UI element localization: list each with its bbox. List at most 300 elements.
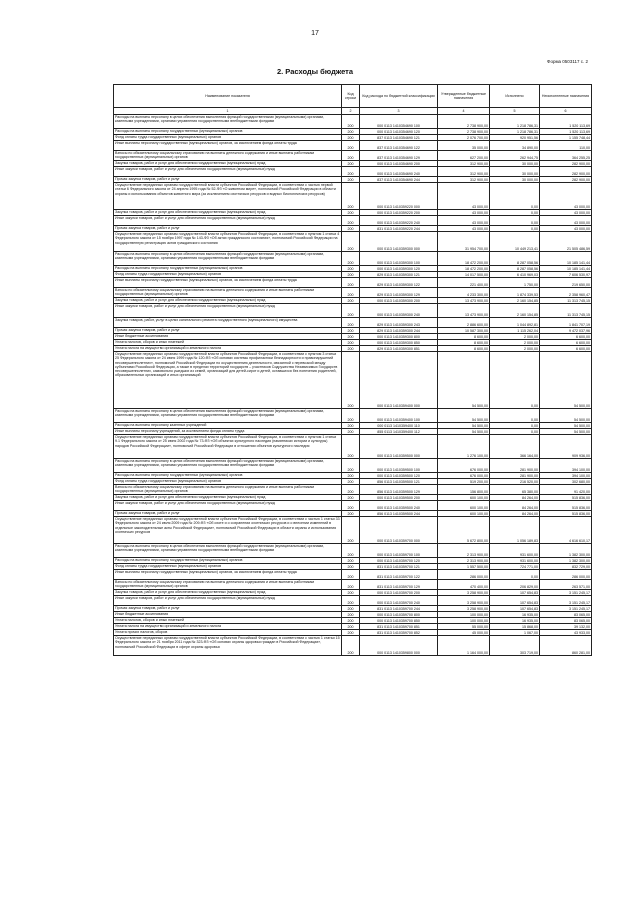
row-unexecuted: 1 155 748,44 — [540, 135, 592, 141]
row-classification-code: 000 0113 1410359400 110 — [360, 423, 438, 429]
row-approved: 43 000,00 — [438, 210, 490, 216]
row-line-code: 200 — [342, 479, 360, 485]
table-row — [114, 409, 592, 423]
row-name: Фонд оплаты труда государственных (муниципальных) органов — [114, 135, 342, 141]
row-approved: 156 800,00 — [438, 485, 490, 495]
row-unexecuted: 43 000,00 — [540, 183, 592, 210]
row-unexecuted: 10 185 141,44 — [540, 252, 592, 266]
row-executed: 262 944,75 — [490, 151, 540, 161]
table-row — [114, 318, 592, 328]
col-number: 6 — [540, 108, 592, 115]
row-name: Иные закупки товаров, работ и услуг для обеспечения государственных (муниципальных) нужд — [114, 304, 342, 318]
row-name: Осуществление переданных органам государственной власти субъектов Российской Федерации, в соответствии с частью 1 статьи 15 Федерального закона от 21 ноября 2011 года № 323-ФЗ «Об основах охраны здоровья граждан в Российской Федерации», полномочий Российской Федерации в сфере охраны здоровья — [114, 636, 342, 656]
row-classification-code: 856 0113 1410359500 121 — [360, 479, 438, 485]
row-approved: 3 258 900,00 — [438, 596, 490, 606]
row-name: Расходы на выплаты персоналу в целях обеспечения выполнения функций государственными (муниципальными) органами, казенными учреждениями, органами управления государственными внебюджетными фондами — [114, 115, 342, 129]
row-unexecuted: 282 900,00 — [540, 177, 592, 183]
row-approved: 600 100,00 — [438, 501, 490, 511]
row-name: Иные выплаты персоналу государственных (муниципальных) органов, за исключением фонда оплаты труда — [114, 141, 342, 151]
row-approved: 10 587 300,00 — [438, 328, 490, 334]
row-executed: 2 000,00 — [490, 340, 540, 346]
row-line-code: 200 — [342, 473, 360, 479]
table-row — [114, 167, 592, 177]
row-approved: 8 600,00 — [438, 340, 490, 346]
row-executed: 1 218 786,31 — [490, 129, 540, 135]
row-unexecuted: 3 151 245,17 — [540, 596, 592, 606]
row-name: Расходы на выплаты персоналу государственных (муниципальных) органов — [114, 266, 342, 272]
row-approved: 312 900,00 — [438, 167, 490, 177]
row-classification-code: 000 0113 1410359220 000 — [360, 183, 438, 210]
row-unexecuted: 54 500,00 — [540, 352, 592, 409]
row-classification-code: 831 0113 1410359220 244 — [360, 226, 438, 232]
row-executed: 931 600,00 — [490, 558, 540, 564]
row-classification-code: 000 0113 1410359220 200 — [360, 210, 438, 216]
row-approved: 1 276 100,00 — [438, 435, 490, 459]
col-number: 5 — [490, 108, 540, 115]
row-line-code: 200 — [342, 216, 360, 226]
row-executed: 206 829,00 — [490, 580, 540, 590]
row-unexecuted: 43 933,00 — [540, 630, 592, 636]
row-name: Расходы на выплаты персоналу в целях обеспечения выполнения функций государственными (муниципальными) органами, казенными учреждениями, органами управления государственными внебюджетными фондами — [114, 544, 342, 558]
row-line-code: 200 — [342, 517, 360, 544]
page-number: 17 — [311, 30, 319, 37]
row-classification-code: 837 0113 1410354690 244 — [360, 177, 438, 183]
row-unexecuted: 1 382 300,00 — [540, 544, 592, 558]
row-name: Осуществление переданных органам государственной власти субъектов Российской Федерации, в соответствии с пунктом 1 статьи 9.1 Федерального закона от 25 июня 2002 года № 73-ФЗ «Об объектах культурного наследия (памятниках истории и культуры) народов Российской Федерации», полномочий Российской Федерации в отношении объектов культурного наследия — [114, 435, 342, 459]
row-name: Уплата прочих налогов, сборов — [114, 630, 342, 636]
row-approved: 18 472 200,00 — [438, 252, 490, 266]
row-approved: 54 500,00 — [438, 352, 490, 409]
row-name: Иные закупки товаров, работ и услуг для обеспечения государственных (муниципальных) нужд — [114, 501, 342, 511]
row-approved: 2 076 700,00 — [438, 135, 490, 141]
table-row — [114, 459, 592, 473]
row-executed: 34 890,00 — [490, 141, 540, 151]
row-classification-code: 000 0113 1410359800 000 — [360, 636, 438, 656]
row-name: Закупка товаров, работ и услуг для обеспечения государственных (муниципальных) нужд — [114, 298, 342, 304]
row-name: Закупка товаров, работ и услуг для обеспечения государственных (муниципальных) нужд — [114, 161, 342, 167]
column-number-row — [114, 108, 592, 115]
row-classification-code: 000 0113 1410359220 240 — [360, 216, 438, 226]
header-name: Наименование показателя — [114, 85, 342, 108]
row-unexecuted: 21 505 486,59 — [540, 232, 592, 252]
row-executed: 0,00 — [490, 570, 540, 580]
row-name: Закупка товаров, работ и услуг для обеспечения государственных (муниципальных) нужд — [114, 210, 342, 216]
row-classification-code: 856 0113 1410359500 244 — [360, 511, 438, 517]
header-line-code: Код строки — [342, 85, 360, 108]
row-executed: 0,00 — [490, 226, 540, 232]
row-unexecuted: 91 420,00 — [540, 485, 592, 495]
row-executed: 0,00 — [490, 210, 540, 216]
row-unexecuted: 83 065,00 — [540, 618, 592, 624]
row-classification-code: 831 0113 1410359700 129 — [360, 580, 438, 590]
row-approved: 627 200,00 — [438, 151, 490, 161]
row-approved: 600 100,00 — [438, 511, 490, 517]
row-unexecuted: 43 000,00 — [540, 216, 592, 226]
row-name: Взносы по обязательному социальному страхованию на выплаты денежного содержания и иные выплаты работникам государственных (муниципальных) органов — [114, 151, 342, 161]
row-unexecuted: 3 151 245,17 — [540, 590, 592, 596]
row-line-code: 200 — [342, 226, 360, 232]
row-name: Взносы по обязательному социальному страхованию на выплаты денежного содержания и иные выплаты работникам государственных (муниципальных) органов — [114, 580, 342, 590]
row-name: Расходы на выплаты персоналу казенных учреждений — [114, 423, 342, 429]
row-approved: 676 000,00 — [438, 473, 490, 479]
row-executed: 1 044 892,81 — [490, 318, 540, 328]
col-number: 2 — [342, 108, 360, 115]
table-row — [114, 517, 592, 544]
table-row — [114, 570, 592, 580]
row-executed: 2 000,00 — [490, 346, 540, 352]
table-row — [114, 596, 592, 606]
table-row — [114, 232, 592, 252]
row-approved: 43 000,00 — [438, 216, 490, 226]
row-approved: 286 000,00 — [438, 570, 490, 580]
row-classification-code: 000 0113 1410359300 120 — [360, 266, 438, 272]
row-name: Фонд оплаты труда государственных (муниципальных) органов — [114, 564, 342, 570]
table-row — [114, 183, 592, 210]
row-line-code: 200 — [342, 340, 360, 346]
row-name: Уплата налогов, сборов и иных платежей — [114, 618, 342, 624]
row-unexecuted: 394 100,00 — [540, 473, 592, 479]
row-executed: 1 750,00 — [490, 278, 540, 288]
row-name: Расходы на выплаты персоналу государственных (муниципальных) органов — [114, 473, 342, 479]
row-unexecuted: 860 281,00 — [540, 636, 592, 656]
row-unexecuted: 11 313 745,15 — [540, 298, 592, 304]
row-unexecuted: 515 836,00 — [540, 495, 592, 501]
row-line-code: 200 — [342, 129, 360, 135]
col-number: 1 — [114, 108, 342, 115]
row-approved: 2 738 900,00 — [438, 129, 490, 135]
header-classification: Код расхода по бюджетной классификации — [360, 85, 438, 108]
row-name: Иные закупки товаров, работ и услуг для обеспечения государственных (муниципальных) нужд — [114, 596, 342, 606]
row-line-code: 200 — [342, 318, 360, 328]
row-classification-code: 855 0113 1410359400 112 — [360, 429, 438, 435]
row-approved: 600 100,00 — [438, 495, 490, 501]
col-number: 4 — [438, 108, 490, 115]
row-name: Закупка товаров, работ и услуг для обеспечения государственных (муниципальных) нужд — [114, 495, 342, 501]
row-line-code: 200 — [342, 511, 360, 517]
row-line-code: 200 — [342, 429, 360, 435]
row-name: Иные бюджетные ассигнования — [114, 334, 342, 340]
row-line-code: 200 — [342, 564, 360, 570]
row-classification-code: 829 0113 1410359300 243 — [360, 318, 438, 328]
row-line-code: 200 — [342, 266, 360, 272]
row-name: Иные закупки товаров, работ и услуг для обеспечения государственных (муниципальных) нужд — [114, 216, 342, 226]
row-executed: 84 264,00 — [490, 495, 540, 501]
row-unexecuted: 832 729,00 — [540, 564, 592, 570]
row-unexecuted: 364 255,25 — [540, 151, 592, 161]
row-line-code: 200 — [342, 298, 360, 304]
table-row — [114, 115, 592, 129]
row-classification-code: 831 0113 1410359700 121 — [360, 564, 438, 570]
row-line-code: 200 — [342, 334, 360, 340]
row-executed: 6 410 969,03 — [490, 272, 540, 278]
row-unexecuted: 909 936,00 — [540, 435, 592, 459]
row-approved: 43 000,00 — [438, 226, 490, 232]
row-line-code: 200 — [342, 570, 360, 580]
row-line-code: 200 — [342, 141, 360, 151]
table-row — [114, 580, 592, 590]
row-executed: 724 771,00 — [490, 564, 540, 570]
row-line-code: 200 — [342, 435, 360, 459]
row-unexecuted: 83 065,00 — [540, 612, 592, 618]
row-executed: 16 935,00 — [490, 612, 540, 618]
row-executed: 0,00 — [490, 352, 540, 409]
row-classification-code: 000 0113 1410359700 800 — [360, 612, 438, 618]
row-approved: 100 000,00 — [438, 618, 490, 624]
row-line-code: 200 — [342, 459, 360, 473]
row-unexecuted: 10 185 141,44 — [540, 266, 592, 272]
table-header-row — [114, 85, 592, 108]
header-executed: Исполнено — [490, 85, 540, 108]
row-executed: 30 000,00 — [490, 167, 540, 177]
header-approved: Утвержденные бюджетные назначения — [438, 85, 490, 108]
table-row — [114, 151, 592, 161]
row-name: Прочая закупка товаров, работ и услуг — [114, 177, 342, 183]
row-unexecuted: 1 520 113,69 — [540, 115, 592, 129]
row-approved: 221 400,00 — [438, 278, 490, 288]
row-line-code: 200 — [342, 252, 360, 266]
row-executed: 10 449 213,41 — [490, 232, 540, 252]
row-approved: 43 000,00 — [438, 183, 490, 210]
row-classification-code: 000 0113 1410359700 240 — [360, 596, 438, 606]
row-executed: 2 160 154,85 — [490, 304, 540, 318]
row-classification-code: 837 0113 1410354690 121 — [360, 135, 438, 141]
row-executed: 920 951,56 — [490, 135, 540, 141]
row-approved: 4 233 300,00 — [438, 288, 490, 298]
row-classification-code: 000 0113 1410354690 100 — [360, 115, 438, 129]
row-executed: 281 900,00 — [490, 459, 540, 473]
row-line-code: 200 — [342, 115, 360, 129]
row-unexecuted: 282 900,00 — [540, 167, 592, 177]
row-approved: 54 500,00 — [438, 429, 490, 435]
row-approved: 676 000,00 — [438, 459, 490, 473]
row-classification-code: 000 0113 1410359700 850 — [360, 618, 438, 624]
row-executed: 2 160 154,85 — [490, 298, 540, 304]
row-line-code: 200 — [342, 485, 360, 495]
row-executed: 107 654,83 — [490, 596, 540, 606]
row-approved: 312 900,00 — [438, 177, 490, 183]
table-row — [114, 141, 592, 151]
row-name: Прочая закупка товаров, работ и услуг — [114, 511, 342, 517]
row-unexecuted: 2 358 960,47 — [540, 288, 592, 298]
row-unexecuted: 1 382 300,00 — [540, 558, 592, 564]
table-row — [114, 304, 592, 318]
row-executed: 216 520,00 — [490, 479, 540, 485]
table-row — [114, 216, 592, 226]
table-row — [114, 252, 592, 266]
row-classification-code: 000 0113 1410359700 000 — [360, 517, 438, 544]
table-row — [114, 435, 592, 459]
row-unexecuted: 286 000,00 — [540, 570, 592, 580]
row-line-code: 200 — [342, 580, 360, 590]
row-classification-code: 000 0113 1410359500 000 — [360, 435, 438, 459]
row-unexecuted: 515 836,00 — [540, 511, 592, 517]
table-row — [114, 544, 592, 558]
row-name: Осуществление переданных органам государственной власти субъектов Российской Федерации, в соответствии с частью 1 статьи 33 Федерального закона от 24 июля 2009 года № 209-ФЗ «Об охоте и о сохранении охотничьих ресурсов и о внесении изменений в отдельные законодательные акты Российской Федерации», полномочий Российской Федерации в области охраны и использования охотничьих ресурсов — [114, 517, 342, 544]
row-name: Осуществление переданных органам государственной власти субъектов Российской Федерации, в соответствии с пунктом 3 статьи 25 Федерального закона от 24 июня 1999 года № 120-ФЗ «Об основах системы профилактики безнадзорности и правонарушений несовершеннолетних», полномочий Российской Федерации по осуществлению деятельности, связанной с перевозкой между субъектами Российской Федерации, а также в пределах территорий государств – участников Содружества Независимых Государств несовершеннолетних, самовольно ушедших из семей, организаций для детей-сирот и детей, оставшихся без попечения родителей, образовательных организаций и иных организаций — [114, 352, 342, 409]
row-approved: 14 017 500,00 — [438, 272, 490, 278]
row-line-code: 200 — [342, 346, 360, 352]
row-classification-code: 000 0113 1410359400 000 — [360, 352, 438, 409]
form-code: Форма 0503117 с. 2 — [547, 59, 588, 64]
row-line-code: 200 — [342, 272, 360, 278]
row-executed: 107 654,83 — [490, 590, 540, 596]
row-classification-code: 000 0113 1410359300 100 — [360, 252, 438, 266]
row-approved: 31 954 700,00 — [438, 232, 490, 252]
row-approved: 54 500,00 — [438, 409, 490, 423]
row-approved: 519 200,00 — [438, 479, 490, 485]
row-line-code: 200 — [342, 501, 360, 511]
row-approved: 13 473 900,00 — [438, 298, 490, 304]
row-classification-code: 000 0113 1410354690 120 — [360, 129, 438, 135]
row-unexecuted: 54 500,00 — [540, 409, 592, 423]
row-line-code: 200 — [342, 210, 360, 216]
row-line-code: 200 — [342, 352, 360, 409]
row-line-code: 200 — [342, 177, 360, 183]
row-unexecuted: 263 571,00 — [540, 580, 592, 590]
row-approved: 312 900,00 — [438, 161, 490, 167]
row-classification-code: 831 0113 1410359700 122 — [360, 570, 438, 580]
row-executed: 8 287 058,56 — [490, 252, 540, 266]
row-line-code: 200 — [342, 636, 360, 656]
row-unexecuted: 39 132,00 — [540, 624, 592, 630]
row-line-code: 200 — [342, 606, 360, 612]
row-classification-code: 000 0113 1410354690 240 — [360, 167, 438, 177]
row-approved: 2 313 900,00 — [438, 558, 490, 564]
row-unexecuted: 515 836,00 — [540, 501, 592, 511]
row-name: Закупка товаров, работ и услуг для обеспечения государственных (муниципальных) нужд — [114, 590, 342, 596]
row-classification-code: 831 0113 1410359700 851 — [360, 624, 438, 630]
row-executed: 107 654,83 — [490, 606, 540, 612]
row-classification-code: 000 0113 1410354690 200 — [360, 161, 438, 167]
row-executed: 1 056 189,83 — [490, 517, 540, 544]
row-unexecuted: 110,00 — [540, 141, 592, 151]
row-name: Уплата налога на имущество организаций и земельного налога — [114, 346, 342, 352]
col-number: 3 — [360, 108, 438, 115]
row-classification-code: 837 0113 1410354690 129 — [360, 151, 438, 161]
table-row — [114, 636, 592, 656]
row-executed: 84 264,00 — [490, 501, 540, 511]
row-unexecuted: 9 472 037,96 — [540, 328, 592, 334]
row-classification-code: 000 0113 1410359300 000 — [360, 232, 438, 252]
row-classification-code: 000 0113 1410359300 850 — [360, 340, 438, 346]
expenses-table — [113, 84, 592, 656]
row-unexecuted: 3 151 245,17 — [540, 606, 592, 612]
row-line-code: 200 — [342, 151, 360, 161]
row-executed: 30 000,00 — [490, 177, 540, 183]
row-line-code: 200 — [342, 409, 360, 423]
row-approved: 13 473 900,00 — [438, 304, 490, 318]
row-line-code: 200 — [342, 558, 360, 564]
row-line-code: 200 — [342, 288, 360, 298]
row-executed: 1 218 786,31 — [490, 115, 540, 129]
table-row — [114, 288, 592, 298]
row-classification-code: 000 0113 1410359500 100 — [360, 459, 438, 473]
row-line-code: 200 — [342, 624, 360, 630]
row-name: Фонд оплаты труда государственных (муниципальных) органов — [114, 272, 342, 278]
row-line-code: 200 — [342, 304, 360, 318]
row-line-code: 200 — [342, 495, 360, 501]
row-classification-code: 000 0113 1410359400 100 — [360, 409, 438, 423]
row-name: Прочая закупка товаров, работ и услуг — [114, 226, 342, 232]
row-unexecuted: 11 313 745,15 — [540, 304, 592, 318]
row-line-code: 200 — [342, 232, 360, 252]
row-classification-code: 829 0113 1410359300 122 — [360, 278, 438, 288]
row-executed: 1 874 339,53 — [490, 288, 540, 298]
row-name: Прочая закупка товаров, работ и услуг — [114, 606, 342, 612]
row-classification-code: 000 0113 1410359500 240 — [360, 501, 438, 511]
row-line-code: 200 — [342, 328, 360, 334]
row-approved: 1 164 000,00 — [438, 636, 490, 656]
row-name: Уплата налога на имущество организаций и земельного налога — [114, 624, 342, 630]
row-unexecuted: 302 680,00 — [540, 479, 592, 485]
row-line-code: 200 — [342, 183, 360, 210]
row-line-code: 200 — [342, 612, 360, 618]
row-name: Иные бюджетные ассигнования — [114, 612, 342, 618]
row-name: Уплата налогов, сборов и иных платежей — [114, 340, 342, 346]
row-unexecuted: 7 606 530,97 — [540, 272, 592, 278]
table-row — [114, 352, 592, 409]
row-unexecuted: 219 650,00 — [540, 278, 592, 288]
table-row — [114, 278, 592, 288]
row-executed: 2 000,00 — [490, 334, 540, 340]
row-executed: 1 067,00 — [490, 630, 540, 636]
row-unexecuted: 6 600,00 — [540, 340, 592, 346]
row-executed: 0,00 — [490, 183, 540, 210]
row-line-code: 200 — [342, 423, 360, 429]
row-name: Взносы по обязательному социальному страхованию на выплаты денежного содержания и иные выплаты работникам государственных (муниципальных) органов — [114, 485, 342, 495]
row-executed: 0,00 — [490, 423, 540, 429]
row-executed: 16 935,00 — [490, 618, 540, 624]
row-approved: 3 258 900,00 — [438, 590, 490, 596]
row-classification-code: 000 0113 1410359300 800 — [360, 334, 438, 340]
row-approved: 3 258 900,00 — [438, 606, 490, 612]
row-classification-code: 000 0113 1410359500 120 — [360, 473, 438, 479]
row-classification-code: 000 0113 1410359700 100 — [360, 544, 438, 558]
row-approved: 2 886 600,00 — [438, 318, 490, 328]
row-approved: 54 500,00 — [438, 423, 490, 429]
row-executed: 8 287 058,56 — [490, 266, 540, 272]
row-approved: 18 472 200,00 — [438, 266, 490, 272]
row-line-code: 200 — [342, 630, 360, 636]
row-name: Прочая закупка товаров, работ и услуг — [114, 328, 342, 334]
row-name: Расходы на выплаты персоналу государственных (муниципальных) органов — [114, 558, 342, 564]
row-name: Расходы на выплаты персоналу в целях обеспечения выполнения функций государственными (муниципальными) органами, казенными учреждениями, органами управления государственными внебюджетными фондами — [114, 252, 342, 266]
row-name: Иные закупки товаров, работ и услуг для обеспечения государственных (муниципальных) нужд — [114, 167, 342, 177]
row-approved: 8 600,00 — [438, 346, 490, 352]
row-classification-code: 000 0113 1410359700 200 — [360, 590, 438, 596]
row-classification-code: 000 0113 1410359500 200 — [360, 495, 438, 501]
row-executed: 0,00 — [490, 429, 540, 435]
table-row — [114, 501, 592, 511]
row-classification-code: 856 0113 1410359500 129 — [360, 485, 438, 495]
row-executed: 303 719,00 — [490, 636, 540, 656]
row-line-code: 200 — [342, 161, 360, 167]
row-name: Иные выплаты персоналу учреждений, за исключением фонда оплаты труда — [114, 429, 342, 435]
row-executed: 0,00 — [490, 216, 540, 226]
row-approved: 2 738 900,00 — [438, 115, 490, 129]
table-row — [114, 485, 592, 495]
row-executed: 366 164,00 — [490, 435, 540, 459]
row-line-code: 200 — [342, 278, 360, 288]
row-unexecuted: 6 600,00 — [540, 334, 592, 340]
row-name: Осуществление переданных органам государственной власти субъектов Российской Федерации, в соответствии с пунктом 1 статьи 4 Федерального закона от 15 ноября 1997 года № 143-ФЗ «Об актах гражданского состояния», полномочий Российской Федерации на государственную регистрацию актов гражданского состояния — [114, 232, 342, 252]
row-executed: 65 380,00 — [490, 485, 540, 495]
row-classification-code: 829 0113 1410359300 244 — [360, 328, 438, 334]
row-line-code: 200 — [342, 167, 360, 177]
row-approved: 5 672 800,00 — [438, 517, 490, 544]
row-unexecuted: 54 500,00 — [540, 423, 592, 429]
row-unexecuted: 1 520 113,69 — [540, 129, 592, 135]
